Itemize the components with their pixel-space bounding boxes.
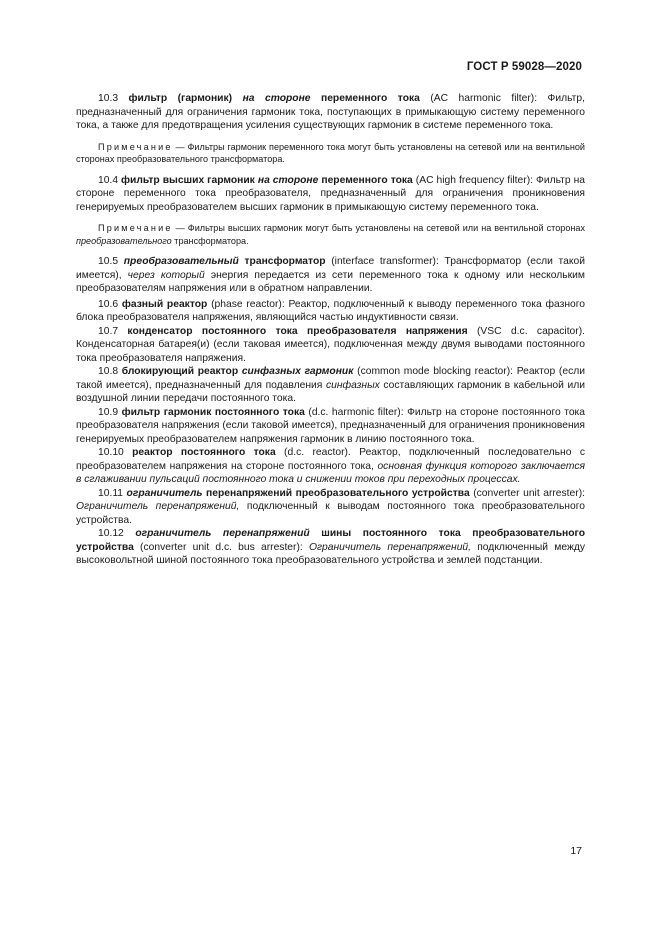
definition-text: (AC high frequency filter): Фильтр на стороне переменного тока преобразователя, предназначенный для ограничения проникновения генерируемых преобразователем высших гармоник в примыкающую систему переменного тока.: [76, 174, 585, 213]
term-number: 10.3: [98, 93, 129, 104]
term-name: перенапряжений преобразовательного устройства: [202, 487, 470, 499]
term-name: блокирующий реактор: [121, 366, 242, 377]
definition-text: (AC harmonic filter): Фильтр, предназначенный для ограничения гармоник тока, поступающих в примыкающую систему переменного тока, а также для предотвращения усиления существующих гармоник в системе переменного тока.: [76, 93, 585, 131]
term-name: фазный реактор: [121, 298, 208, 310]
term-number: 10.9: [98, 406, 122, 418]
definition-10-7: [76, 325, 585, 366]
note-1: [76, 141, 585, 166]
term-name-end: переменного тока: [310, 93, 420, 104]
definition-text: (d.c. harmonic filter): Фильтр на стороне постоянного тока преобразователя напряжения (если таковой имеется), предназначенный для ограничения проникновения генерируемых преобразователем напряжения гармоник в линию постоянного тока.: [76, 406, 586, 445]
note-text: — Фильтры высших гармоник могут быть установлены на сетевой или на вентильной сторонах: [172, 223, 585, 233]
definition-text: (d.c. reactor). Реактор, подключенный последовательно с преобразователем напряжения на стороне постоянного тока,: [76, 447, 585, 472]
definition-10-6: [76, 298, 585, 325]
definition-text-italic: Ограничитель перенапряжений,: [76, 501, 240, 512]
note-2: [76, 222, 585, 247]
definition-10-5: [76, 255, 585, 296]
term-name: фильтр (гармоник): [128, 93, 243, 104]
term-name: трансформатор: [238, 256, 326, 267]
definition-10-11: [76, 487, 585, 528]
term-name: фильтр гармоник постоянного тока: [121, 406, 305, 418]
definition-text: (converter unit arrester):: [469, 487, 585, 499]
definition-text: (interface transformer): Трансформатор (если такой имеется),: [76, 256, 585, 281]
definition-text-italic: основная функция которого заключается в сглаживании пульсаций постоянного тока и снижении токов при переходных процессах.: [76, 460, 585, 485]
definition-text-italic: Ограничитель перенапряжений,: [308, 541, 472, 553]
page-number: 17: [570, 845, 582, 857]
note-text-end: трансформатора.: [171, 235, 249, 246]
note-label: Примечание: [98, 223, 173, 233]
definition-text-end: энергия передается из сети переменного тока к одному или нескольким преобразователям напряжения или в обратном направлении.: [76, 269, 585, 294]
term-name-italic: на стороне: [242, 93, 311, 104]
note-text-italic: преобразовательного: [76, 235, 172, 246]
definition-10-4: [76, 174, 585, 215]
note-label: Примечание: [98, 141, 173, 152]
definition-10-12: [76, 527, 585, 568]
term-name: шины постоянного тока преобразовательного устройства: [76, 528, 585, 553]
term-number: 10.4: [98, 174, 122, 186]
definition-text: (VSC d.c. capacitor). Конденсаторная батарея(и) (если таковая имеется), подключенная между двумя выводами постоянного тока преобразователя напряжения.: [76, 325, 585, 364]
definition-text-italic: через который: [127, 269, 205, 281]
term-number: 10.11: [98, 487, 127, 499]
term-name: фильтр высших гармоник: [121, 174, 258, 186]
definition-text: (converter unit d.c. bus arrester):: [133, 541, 309, 553]
term-number: 10.12: [98, 528, 136, 539]
term-number: 10.5: [98, 256, 124, 267]
term-name: конденсатор постоянного тока преобразователя напряжения: [127, 325, 468, 337]
definition-text: (phase reactor): Реактор, подключенный к выводу переменного тока фазного блока преобразователя напряжения, являющийся частью индуктивности связи.: [76, 298, 585, 323]
term-name-italic: преобразовательный: [123, 256, 239, 267]
term-number: 10.10: [98, 447, 133, 458]
definition-text: (common mode blocking reactor): Реактор (если такой имеется), предназначенный для подавления: [76, 366, 585, 391]
definition-10-9: [76, 406, 585, 447]
term-name-italic: ограничитель: [126, 487, 203, 499]
term-name-end: переменного тока: [318, 174, 413, 186]
definition-10-3: [76, 92, 585, 133]
definition-10-10: [76, 446, 585, 487]
term-name-italic: синфазных гармоник: [241, 366, 354, 377]
document-body: [76, 92, 585, 568]
definition-text-end: составляющих гармоник в кабельной или воздушной линии передачи постоянного тока.: [76, 379, 586, 404]
note-text: — Фильтры гармоник переменного тока могут быть установлены на сетевой или на вентильной сторонах преобразовательного трансформатора.: [76, 141, 585, 164]
definition-text-italic: синфазных: [325, 379, 380, 391]
term-number: 10.7: [98, 325, 128, 337]
term-name-italic: на стороне: [257, 174, 319, 186]
term-name-italic: ограничитель перенапряжений: [135, 528, 310, 539]
definition-text-end: подключенный к выводам постоянного тока преобразовательного устройства.: [76, 501, 585, 526]
term-number: 10.8: [98, 366, 122, 377]
definition-10-8: [76, 365, 585, 406]
term-name: реактор постоянного тока: [132, 447, 276, 458]
term-number: 10.6: [98, 298, 122, 310]
document-header: ГОСТ Р 59028—2020: [466, 61, 582, 73]
definition-text-end: подключенный между высоковольтной шиной постоянного тока преобразовательного устройства и землей подстанции.: [76, 541, 585, 566]
